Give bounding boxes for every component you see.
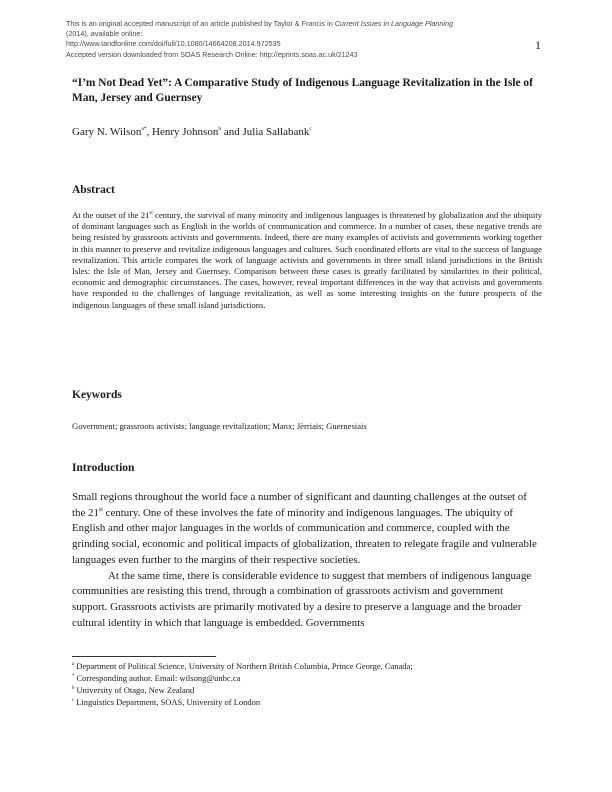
introduction-heading: Introduction <box>72 462 135 474</box>
author-affiliation-mark: c <box>309 126 312 132</box>
author-name: Gary N. Wilson <box>72 126 142 138</box>
footnote-text: Linguistics Department, SOAS, University of London <box>76 697 261 707</box>
repository-notice: Accepted version downloaded from SOAS Research Online: http://eprints.soas.ac.uk/21243 <box>66 49 358 59</box>
footnote-mark: a <box>72 662 75 667</box>
footnote-item <box>72 684 542 696</box>
footnotes <box>72 660 542 708</box>
ordinal-suffix: st <box>98 506 103 513</box>
keywords-heading: Keywords <box>72 389 122 401</box>
keywords-text: Government; grassroots activists; language revitalization; Manx; Jèrriais; Guernesiais <box>72 421 367 431</box>
footnote-text: Corresponding author. Email: wilsong@unbc.ca <box>76 673 241 683</box>
footnote-item <box>72 660 542 672</box>
doi-link[interactable]: http://www.tandfonline.com/doi/full/10.1080/14664208.2014.972535 <box>66 39 281 49</box>
notice-line-1 <box>66 19 486 29</box>
author-separator: and Julia Sallabank <box>221 126 310 138</box>
author-separator: , Henry Johnson <box>146 126 219 138</box>
notice-line-1-text: This is an original accepted manuscript of an article published by Taylor & Francis in <box>66 19 335 28</box>
footnote-mark: * <box>72 674 75 679</box>
notice-line-2: (2014), available online: <box>66 29 143 39</box>
abstract-text <box>72 210 542 311</box>
paragraph-rest: century. One of these involves the fate of minority and indigenous languages. The ubiquity of English and other major languages in the worlds of communication and commerce, coupled with the grinding social, economic and political impacts of globalization, threaten to relegate fragile and vulnerable languages even further to the margins of their respective societies. <box>72 506 537 566</box>
footnote-mark: c <box>72 698 75 703</box>
footnote-item <box>72 672 542 684</box>
introduction-body <box>72 490 540 631</box>
paragraph-start: Small regions throughout the world face a number of significant and daunting challenges at the outset of the 21 <box>72 491 527 519</box>
footnote-item <box>72 696 542 708</box>
abstract-heading: Abstract <box>72 184 115 196</box>
article-title: “I’m Not Dead Yet”: A Comparative Study of Indigenous Language Revitalization in the Isle of Man, Jersey and Guernsey <box>72 77 533 104</box>
footnote-mark: b <box>72 686 75 691</box>
paragraph: At the same time, there is considerable evidence to suggest that members of indigenous language communities are resisting this trend, through a combination of grassroots activism and government support. Grassroots activists are primarily motivated by a desire to preserve a language and the broader cultural identity in which that language is embedded. Governments <box>72 569 532 629</box>
ordinal-suffix: st <box>149 211 153 216</box>
author-affiliation-mark: b <box>218 126 222 132</box>
abstract-text-start: At the outset of the 21 <box>72 210 150 220</box>
page-number: 1 <box>535 38 541 52</box>
paragraph <box>72 490 540 569</box>
abstract-text-rest: century, the survival of many minority and indigenous languages is threatened by globalization and the ubiquity of dominant languages such as English in the worlds of communication and commerce. In a number of cases, these negative trends are being resisted by grassroots activists and governments. Indeed, there are many examples of activists and governments working together in this manner to preserve and revitalize indigenous languages and cultures. Such coordinated efforts are vital to the success of language revitalization. This article compares the work of language activists and governments in three small island jurisdictions in the British Isles: the Isle of Man, Jersey and Guernsey. Comparison between these cases is greatly facilitated by similarities in their political, economic and demographic circumstances. The cases, however, reveal important differences in the way that activists and governments have responded to the challenges of language revitalization, as well as some interesting insights on the future prospects of the indigenous languages of these small island jurisdictions. <box>72 210 542 310</box>
author-list <box>72 126 312 138</box>
publisher-notice <box>66 19 486 60</box>
author-affiliation-mark: a* <box>141 126 147 132</box>
footnote-text: University of Otago, New Zealand <box>76 685 195 695</box>
journal-name: Current Issues in Language Planning <box>334 19 454 28</box>
footnote-text: Department of Political Science, University of Northern British Columbia, Prince George, Canada; <box>76 661 413 671</box>
footnote-divider <box>72 656 216 657</box>
